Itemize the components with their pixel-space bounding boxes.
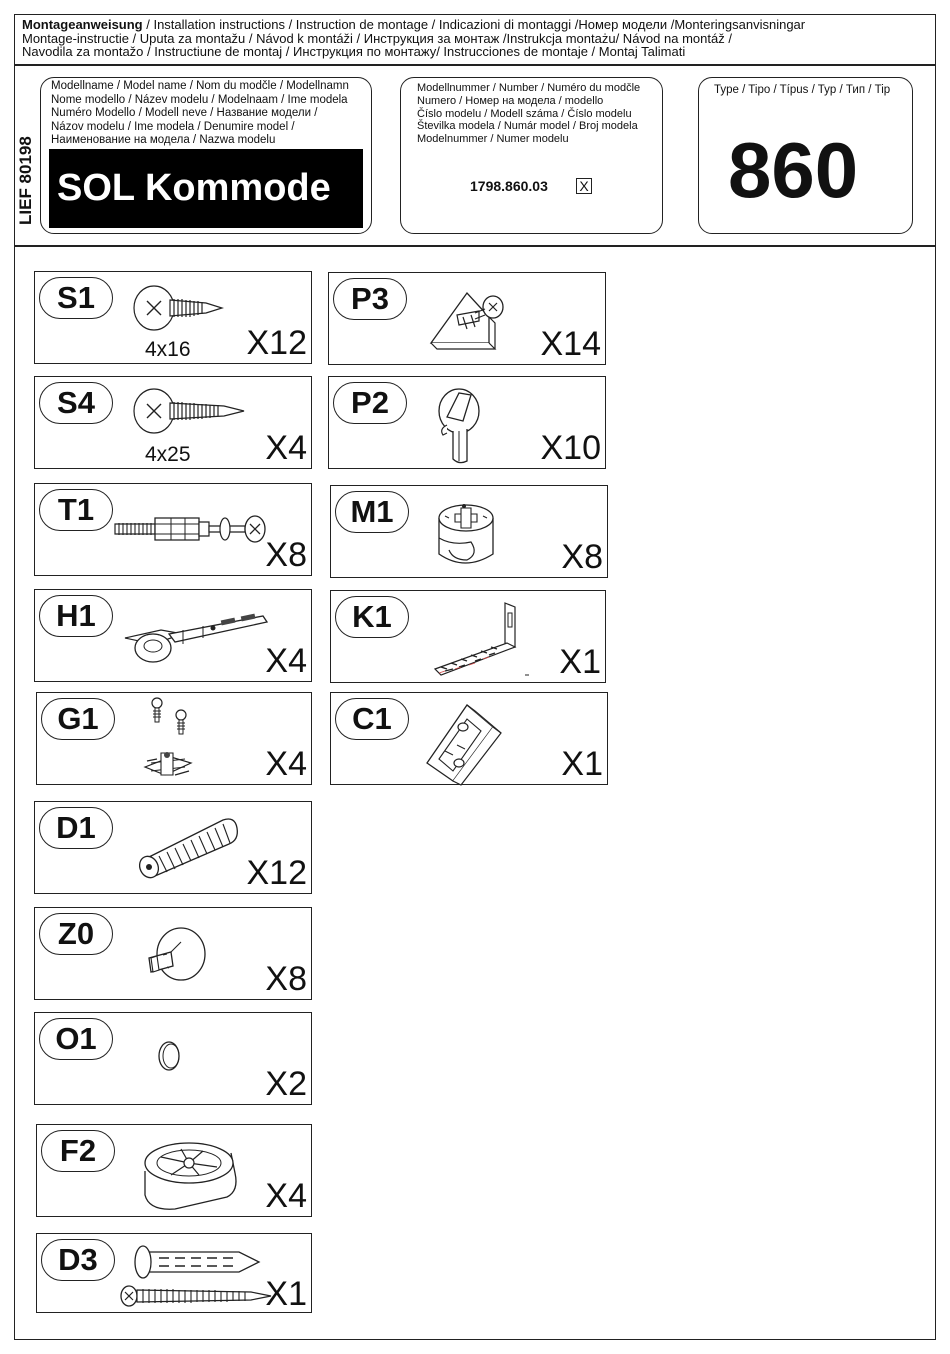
part-box-c1 bbox=[330, 692, 608, 785]
cam-lock-icon bbox=[431, 494, 503, 574]
dowel-icon bbox=[135, 814, 245, 880]
header-line-3: Navodila za montažo / Instructiune de montaj / Инструкция по монтажу/ Instrucciones de montaje / Montaj Talimati bbox=[22, 44, 686, 59]
model-number-label: Modelnummer / Numer modelu bbox=[417, 133, 569, 146]
part-box-d1 bbox=[34, 801, 312, 894]
type-label: Type / Tipo / Típus / Typ / Тип / Tip bbox=[714, 84, 891, 96]
model-number-label: Numero / Номер на модела / modello bbox=[417, 94, 604, 107]
part-box-k1 bbox=[330, 590, 606, 683]
pin-icon bbox=[145, 922, 225, 988]
model-number-labels bbox=[417, 82, 640, 146]
part-quantity: X12 bbox=[246, 324, 307, 362]
model-number-checkbox[interactable]: X bbox=[576, 178, 592, 194]
part-code: K1 bbox=[335, 596, 409, 638]
part-quantity: X2 bbox=[265, 1065, 307, 1103]
part-code: G1 bbox=[41, 698, 115, 740]
model-number-label: Modellnummer / Number / Numéro du modčle bbox=[417, 82, 641, 94]
part-code: D3 bbox=[41, 1239, 115, 1281]
part-code: P3 bbox=[333, 278, 407, 320]
part-code: F2 bbox=[41, 1130, 115, 1172]
part-code: S1 bbox=[39, 277, 113, 319]
part-quantity: X1 bbox=[265, 1275, 307, 1313]
model-number-value: 1798.860.03 bbox=[470, 178, 548, 194]
model-name-label: Modellname / Model name / Nom du modčle / Modellnamn bbox=[51, 80, 349, 92]
header-line-1: / Installation instructions / Instruction de montage / Indicazioni di montaggi /Номер модели /Monteringsanvisningar bbox=[142, 17, 806, 32]
lief-number: LIEF 80198 bbox=[16, 136, 35, 225]
part-code: T1 bbox=[39, 489, 113, 531]
part-size: 4x16 bbox=[145, 338, 191, 361]
part-box-z0 bbox=[34, 907, 312, 1000]
model-number-label: Číslo modelu / Modell száma / Číslo modelu bbox=[417, 107, 632, 120]
part-code: S4 bbox=[39, 382, 113, 424]
header-line-2: Montage-instructie / Uputa za montažu / Návod k montáži / Инструкция за монтаж /Instrukcja montażu/ Návod na montáž / bbox=[22, 30, 732, 46]
part-box-d3 bbox=[36, 1233, 312, 1313]
part-box-o1 bbox=[34, 1012, 312, 1105]
part-code: D1 bbox=[39, 807, 113, 849]
cover-cap-icon bbox=[155, 1039, 185, 1073]
part-code: M1 bbox=[335, 491, 409, 533]
info-rule bbox=[14, 245, 936, 247]
part-code: C1 bbox=[335, 698, 409, 740]
part-code: O1 bbox=[39, 1018, 113, 1060]
model-name-labels bbox=[51, 80, 349, 148]
part-quantity: X8 bbox=[265, 536, 307, 574]
part-box-p3 bbox=[328, 272, 606, 365]
model-name-label: Nome modello / Název modelu / Modelnaam / Ime modela bbox=[51, 93, 348, 106]
part-code: P2 bbox=[333, 382, 407, 424]
connector-bolt-icon bbox=[113, 508, 273, 548]
part-code: H1 bbox=[39, 595, 113, 637]
part-box-m1 bbox=[330, 485, 608, 578]
tilt-restraint-icon bbox=[425, 599, 535, 679]
hinge-plate-icon bbox=[141, 697, 201, 783]
part-quantity: X8 bbox=[265, 960, 307, 998]
corner-block-icon bbox=[423, 701, 513, 781]
screw-icon bbox=[130, 286, 230, 330]
part-quantity: X10 bbox=[540, 429, 601, 467]
part-quantity: X4 bbox=[265, 745, 307, 783]
shelf-support-icon bbox=[433, 385, 493, 465]
part-quantity: X14 bbox=[540, 325, 601, 363]
part-quantity: X8 bbox=[561, 538, 603, 576]
part-box-s4 bbox=[34, 376, 312, 469]
part-code: Z0 bbox=[39, 913, 113, 955]
type-number: 860 bbox=[728, 126, 859, 214]
model-name-label: Názov modelu / Ime modela / Denumire model / bbox=[51, 120, 295, 133]
angle-bracket-icon bbox=[427, 287, 513, 353]
foot-icon bbox=[141, 1137, 241, 1213]
part-quantity: X4 bbox=[265, 1177, 307, 1215]
part-box-g1 bbox=[36, 692, 312, 785]
model-name-value: SOL Kommode bbox=[49, 149, 363, 228]
part-box-h1 bbox=[34, 589, 312, 682]
part-box-t1 bbox=[34, 483, 312, 576]
hinge-icon bbox=[123, 608, 273, 666]
part-box-p2 bbox=[328, 376, 606, 469]
header-title: Montageanweisung bbox=[22, 17, 143, 32]
screw-icon bbox=[130, 389, 250, 433]
model-name-label: Наименование на модела / Nazwa modelu bbox=[51, 134, 276, 146]
part-quantity: X4 bbox=[265, 642, 307, 680]
part-quantity: X4 bbox=[265, 429, 307, 467]
wall-plug-screw-icon bbox=[119, 1238, 279, 1312]
part-box-f2 bbox=[36, 1124, 312, 1217]
model-number-label: Številka modela / Numár model / Broj modela bbox=[417, 120, 638, 133]
model-name-label: Numéro Modello / Modell neve / Название модели / bbox=[51, 107, 318, 119]
header-rule bbox=[14, 64, 936, 66]
part-quantity: X12 bbox=[246, 854, 307, 892]
part-box-s1 bbox=[34, 271, 312, 364]
instructions-header bbox=[22, 18, 937, 59]
part-quantity: X1 bbox=[561, 745, 603, 783]
part-size: 4x25 bbox=[145, 443, 191, 466]
part-quantity: X1 bbox=[559, 643, 601, 681]
